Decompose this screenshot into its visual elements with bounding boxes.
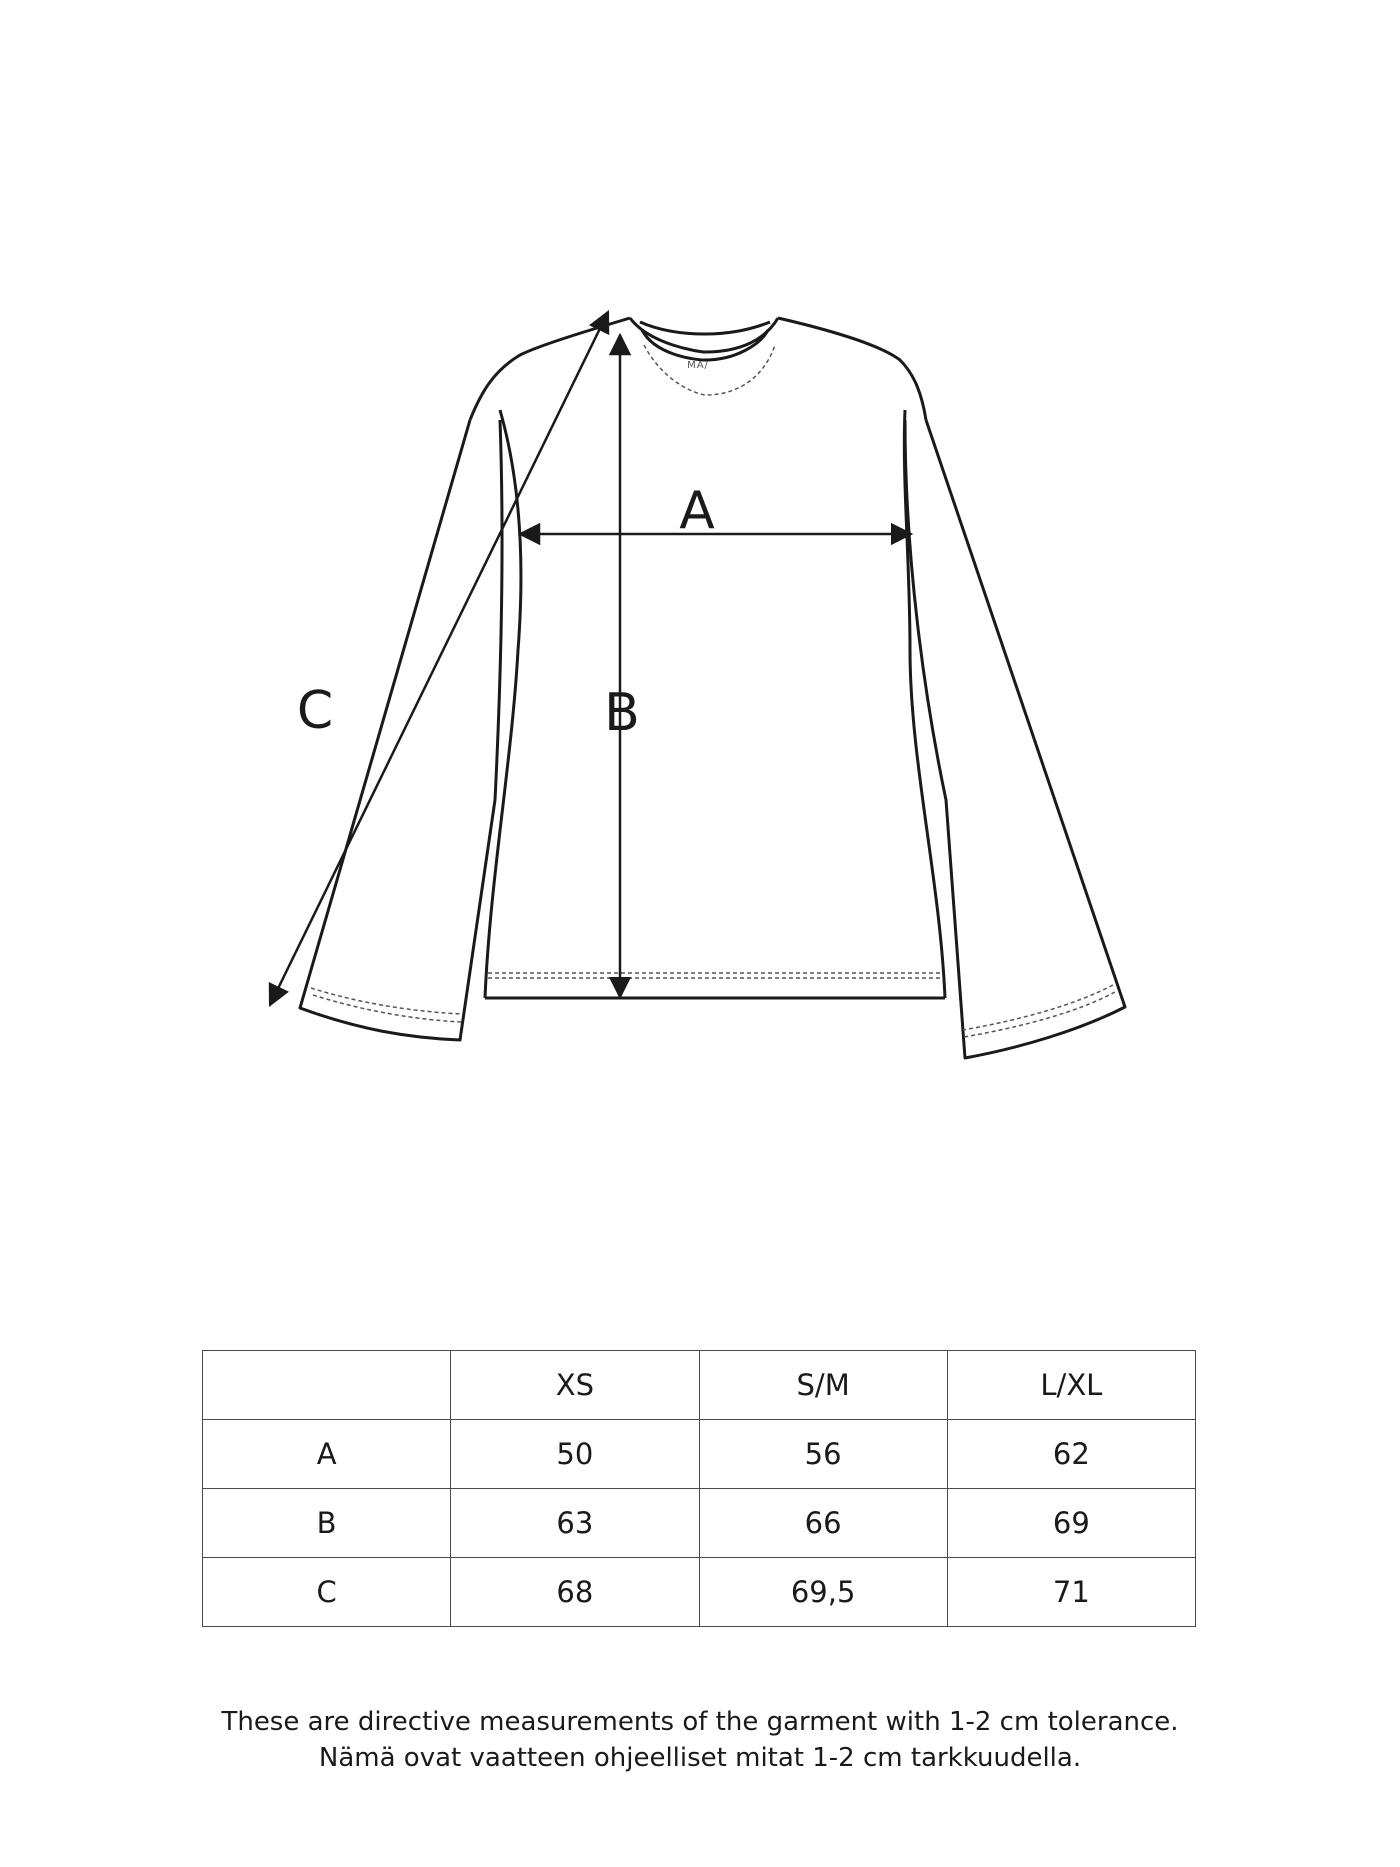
dimension-arrows (270, 312, 911, 1005)
table-header-sm: S/M (699, 1351, 947, 1420)
table-cell: 69,5 (699, 1558, 947, 1627)
stitching (311, 345, 1115, 1037)
table-header-xs: XS (451, 1351, 699, 1420)
row-label: A (203, 1420, 451, 1489)
table-cell: 63 (451, 1489, 699, 1558)
label-c: C (296, 681, 334, 741)
table-cell: 62 (947, 1420, 1195, 1489)
table-cell: 66 (699, 1489, 947, 1558)
label-a: A (679, 481, 715, 541)
table-cell: 56 (699, 1420, 947, 1489)
table-row (203, 1558, 1196, 1627)
arrow-c (270, 312, 608, 1005)
left-shoulder-line (470, 318, 630, 420)
row-label: B (203, 1489, 451, 1558)
table-cell: 69 (947, 1489, 1195, 1558)
neck-back (640, 322, 770, 334)
row-label: C (203, 1558, 451, 1627)
label-b: B (604, 683, 640, 743)
size-table (202, 1350, 1196, 1627)
table-header-row (203, 1351, 1196, 1420)
brand-tag: MA/ (687, 360, 709, 371)
footnote-finnish: Nämä ovat vaatteen ohjeelliset mitat 1-2 cm tarkkuudella. (318, 1743, 1082, 1773)
table-header-lxl: L/XL (947, 1351, 1195, 1420)
table-header-empty (203, 1351, 451, 1420)
table-cell: 50 (451, 1420, 699, 1489)
right-shoulder-line (778, 318, 926, 420)
table-row (203, 1489, 1196, 1558)
footnote-english: These are directive measurements of the garment with 1-2 cm tolerance. (221, 1707, 1179, 1737)
table-cell: 71 (947, 1558, 1195, 1627)
table-row (203, 1420, 1196, 1489)
right-sleeve (905, 420, 1125, 1058)
body-right-seam (904, 410, 945, 998)
table-cell: 68 (451, 1558, 699, 1627)
